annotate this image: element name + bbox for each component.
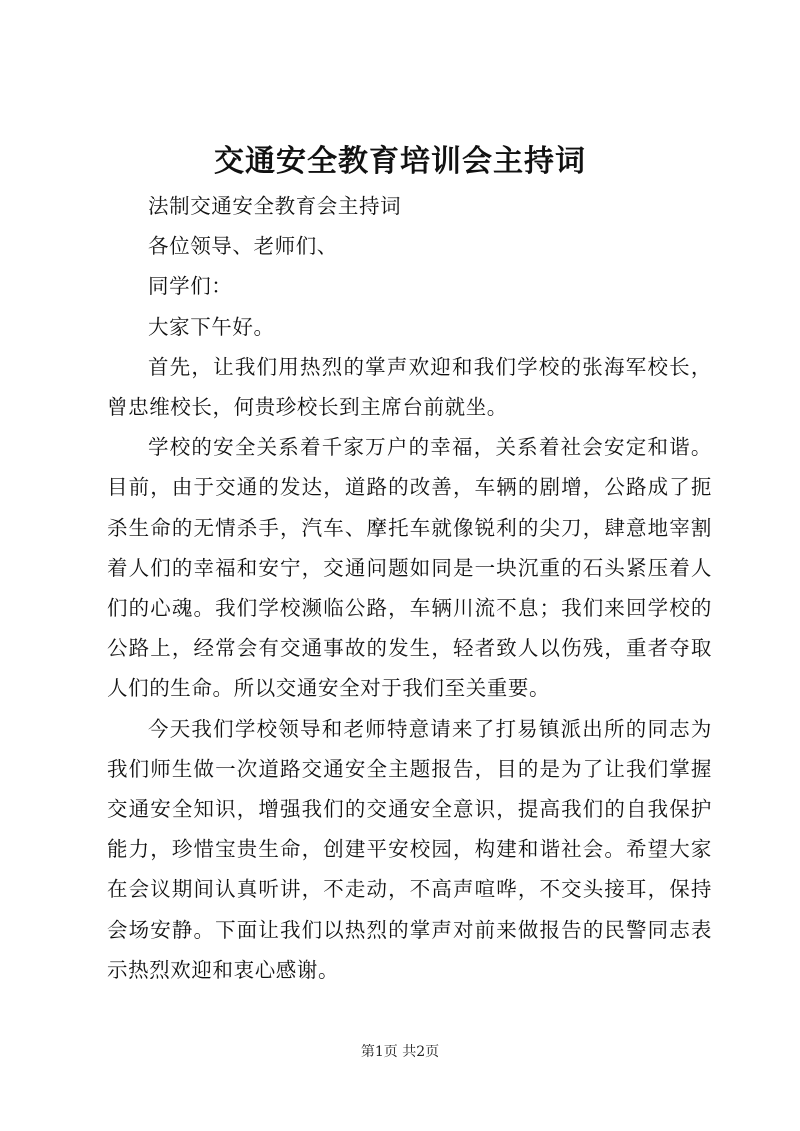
paragraph: 学校的安全关系着千家万户的幸福，关系着社会安定和谐。目前，由于交通的发达，道路的改善，车辆的剧增，公路成了扼杀生命的无情杀手，汽车、摩托车就像锐利的尖刀，肆意地宰割着人们的幸福和安宁，交通问题如同是一块沉重的石头紧压着人们的心魂。我们学校濒临公路，车辆川流不息；我们来回学校的公路上，经常会有交通事故的发生，轻者致人以伤残，重者夺取人们的生命。所以交通安全对于我们至关重要。 (107, 435, 712, 701)
page-footer: 第1页 共2页 (360, 1044, 440, 1060)
document-body (107, 186, 712, 990)
paragraph: 大家下午好。 (148, 314, 275, 339)
paragraph: 同学们： (148, 274, 233, 299)
document-title: 交通安全教育培训会主持词 (214, 144, 586, 179)
paragraph: 今天我们学校领导和老师特意请来了打易镇派出所的同志为我们师生做一次道路交通安全主题报告，目的是为了让我们掌握交通安全知识，增强我们的交通安全意识，提高我们的自我保护能力，珍惜宝贵生命，创建平安校园，构建和谐社会。希望大家在会议期间认真听讲，不走动，不高声喧哗，不交头接耳，保持会场安静。下面让我们以热烈的掌声对前来做报告的民警同志表示热烈欢迎和衷心感谢。 (107, 716, 712, 982)
paragraph: 首先，让我们用热烈的掌声欢迎和我们学校的张海军校长，曾忠维校长，何贵珍校长到主席台前就坐。 (107, 354, 712, 420)
paragraph: 法制交通安全教育会主持词 (148, 194, 402, 218)
paragraph: 各位领导、老师们、 (148, 234, 338, 259)
